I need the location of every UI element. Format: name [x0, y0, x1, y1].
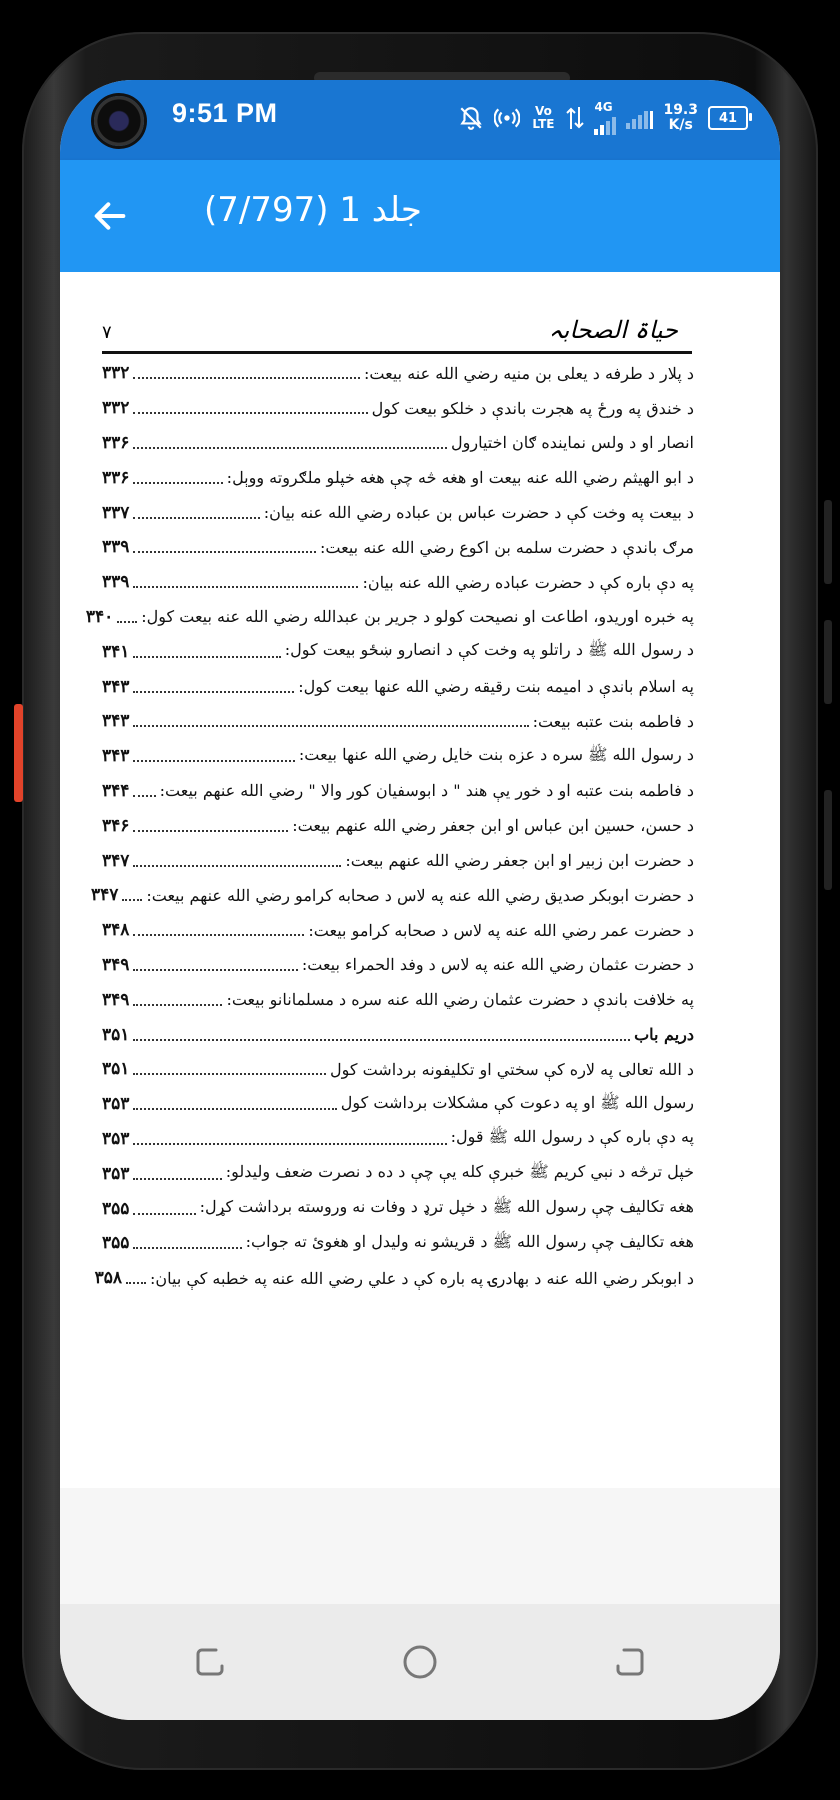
dot-leader — [133, 959, 297, 971]
side-button-red — [14, 704, 23, 802]
toc-entry-title: په خلافت باندې د حضرت عثمان رضي الله عنه سره د مسلمانانو بیعت: — [226, 990, 694, 1010]
toc-entry-page: ۳۴۱ — [102, 641, 130, 662]
toc-entry-page: ۳۳۶ — [102, 432, 130, 453]
toc-entry-title: رسول الله ﷺ او په دعوت کې مشکلات برداشت کول — [340, 1092, 694, 1112]
toc-entry-title: په دې باره کې د حضرت عباده رضي الله عنه بیان: — [362, 572, 694, 592]
toc-row — [102, 634, 694, 669]
toc-entry-page: ۳۴۷ — [90, 885, 119, 906]
toc-entry-title: د حضرت ابوبکر صدیق رضي الله عنه په لاس د صحابه کرامو رضي الله عنهم بیعت: — [146, 885, 694, 905]
net-speed — [663, 103, 698, 133]
side-button-power — [824, 790, 832, 890]
toc-entry-page: ۳۵۸ — [94, 1268, 122, 1289]
home-circle-icon — [400, 1642, 440, 1682]
dot-leader — [133, 924, 304, 936]
page-header — [102, 316, 692, 350]
toc-entry-title: دریم باب — [634, 1025, 694, 1045]
toc-row — [102, 426, 694, 461]
toc-entry-title: د پلار د طرفه د یعلی بن منیه رضي الله عنه بیعت: — [364, 363, 694, 383]
toc-entry-page: ۳۳۷ — [102, 502, 130, 523]
mute-bell-icon — [458, 105, 484, 131]
dot-leader — [133, 1133, 446, 1145]
toc-entry-page: ۳۵۵ — [102, 1233, 130, 1254]
dot-leader — [133, 1029, 630, 1041]
device-screen — [60, 80, 780, 1720]
toc-row — [102, 495, 694, 530]
front-camera — [94, 96, 144, 146]
recent-apps-button[interactable] — [182, 1634, 238, 1690]
dot-leader — [117, 611, 137, 623]
toc-entry-page: ۳۵۳ — [102, 1163, 130, 1184]
toc-entry-title: د حضرت عثمان رضي الله عنه په لاس د وفد الحمراء بیعت: — [301, 955, 694, 975]
toc-row — [102, 565, 694, 600]
dot-leader — [133, 576, 358, 588]
dot-leader — [133, 1063, 326, 1075]
dot-leader — [133, 646, 280, 658]
dot-leader — [133, 994, 222, 1006]
dot-leader — [133, 507, 259, 519]
toc-entry-title: د حضرت عمر رضي الله عنه په لاس د صحابه کرامو بیعت: — [308, 920, 694, 940]
page-number: ۷ — [102, 322, 112, 343]
toc-entry-title: د فاطمه بنت عتبه بیعت: — [532, 711, 694, 731]
home-button[interactable] — [392, 1634, 448, 1690]
table-of-contents — [85, 356, 694, 1296]
dot-leader — [133, 437, 447, 449]
toc-entry-page: ۳۳۲ — [102, 363, 130, 384]
side-button-volume-up — [824, 500, 832, 584]
toc-row — [102, 808, 694, 843]
data-transfer-icon — [566, 105, 584, 131]
toc-entry-title: د ابو الهیثم رضي الله عنه بیعت او هغه څه چې هغه خپلو ملګروته ووېل: — [226, 468, 694, 488]
back-button[interactable] — [82, 188, 138, 244]
side-button-volume-down — [824, 620, 832, 704]
toc-entry-title: خپل ترڅه د نبي کریم ﷺ خبرې کله یې چې د ده د نصرت ضعف ولیدلو: — [225, 1162, 694, 1182]
toc-entry-page: ۳۵۱ — [102, 1024, 130, 1045]
toc-row — [102, 460, 694, 495]
toc-entry-title: د حسن، حسین ابن عباس او ابن جعفر رضي الله عنهم بیعت: — [292, 816, 694, 836]
toc-row — [85, 600, 694, 635]
toc-row — [102, 948, 694, 983]
status-bar — [60, 80, 780, 160]
toc-row — [102, 704, 694, 739]
network-type-label: 4G — [594, 100, 613, 114]
toc-row — [102, 1017, 694, 1052]
toc-entry-page: ۳۵۳ — [102, 1128, 130, 1149]
toc-entry-title: انصار او د ولس نماینده ګان اختیارول — [450, 433, 694, 453]
dot-leader — [133, 1098, 336, 1110]
signal-bars-2-icon — [626, 107, 653, 129]
toc-row — [102, 1087, 694, 1122]
hotspot-icon — [494, 105, 520, 131]
toc-entry-page: ۳۵۵ — [102, 1198, 130, 1219]
battery-level: 41 — [718, 110, 738, 126]
toc-row — [102, 843, 694, 878]
dot-leader — [133, 367, 360, 379]
back-nav-button[interactable] — [602, 1634, 658, 1690]
battery-icon — [708, 106, 748, 130]
dot-leader — [133, 1168, 221, 1180]
toc-entry-page: ۳۴۴ — [102, 780, 130, 801]
toc-row — [90, 878, 694, 913]
toc-entry-page: ۳۴۳ — [102, 746, 130, 767]
toc-entry-title: په اسلام باندې د امیمه بنت رقیقه رضي الله عنها بیعت کول: — [298, 677, 694, 697]
toc-row — [102, 982, 694, 1017]
navigation-bar — [60, 1604, 780, 1720]
toc-entry-title: هغه تکالیف چې رسول الله ﷺ د قریشو نه ولیدل او هغوئ ته جواب: — [245, 1231, 694, 1251]
toc-entry-title: د رسول الله ﷺ سره د عزه بنت خایل رضي الله عنها بیعت: — [298, 744, 694, 764]
net-speed-value: 19.3 — [663, 102, 698, 118]
toc-entry-page: ۳۳۶ — [102, 467, 130, 488]
toc-entry-page: ۳۵۱ — [102, 1059, 130, 1080]
toc-entry-page: ۳۴۰ — [85, 606, 114, 627]
status-icons — [458, 98, 748, 138]
net-speed-unit: K/s — [668, 117, 693, 133]
book-page[interactable] — [60, 272, 780, 1488]
dot-leader — [126, 1272, 146, 1284]
toc-row — [102, 1191, 694, 1226]
toc-entry-page: ۳۴۸ — [102, 920, 130, 941]
page-title: جلد 1 (7/797) — [204, 190, 422, 230]
dot-leader — [133, 750, 294, 762]
header-rule — [102, 351, 692, 354]
toc-entry-title: د الله تعالی په لاره کې سختي او تکلیفونه برداشت کول — [329, 1059, 694, 1079]
toc-entry-page: ۳۴۳ — [102, 711, 130, 732]
toc-entry-title: د حضرت ابن زبیر او ابن جعفر رضي الله عنهم بیعت: — [345, 851, 694, 871]
toc-entry-page: ۳۴۹ — [102, 989, 130, 1010]
toc-row — [102, 1052, 694, 1087]
toc-entry-page: ۳۴۶ — [102, 815, 130, 836]
book-title: حیاۃ الصحابہ — [548, 316, 678, 344]
dot-leader — [133, 681, 294, 693]
toc-entry-title: مرګ باندې د حضرت سلمه بن اکوع رضي الله عنه بیعت: — [320, 537, 694, 557]
toc-row — [102, 356, 694, 391]
toc-entry-title: هغه تکالیف چې رسول الله ﷺ د خپل ترډ د وفات نه وروسته برداشت کړل: — [199, 1197, 694, 1217]
status-time: 9:51 PM — [172, 98, 278, 128]
back-nav-icon — [610, 1642, 650, 1682]
dot-leader — [133, 541, 316, 553]
toc-row — [102, 1156, 694, 1191]
toc-entry-title: د خندق په ورځ په هجرت باندې د خلکو بیعت کول — [371, 398, 694, 418]
toc-row — [102, 1122, 694, 1157]
dot-leader — [133, 855, 341, 867]
content-bottom-area — [60, 1488, 780, 1604]
toc-row — [102, 391, 694, 426]
toc-entry-title: د بیعت په وخت کې د حضرت عباس بن عباده رضي الله عنه بیان: — [263, 503, 694, 523]
volte-label: Vo LTE — [532, 104, 555, 131]
signal-4g — [594, 101, 616, 135]
toc-row — [102, 530, 694, 565]
dot-leader — [133, 820, 288, 832]
dot-leader — [133, 1237, 241, 1249]
toc-entry-title: د ابوبکر رضي الله عنه د بهادرۍ په باره کې د علي رضي الله عنه په خطبه کې بیان: — [149, 1268, 694, 1288]
toc-entry-page: ۳۴۹ — [102, 954, 130, 975]
toc-row — [102, 774, 694, 809]
dot-leader — [133, 1203, 195, 1215]
toc-entry-title: د رسول الله ﷺ د راتلو په وخت کې د انصارو ښځو بیعت کول: — [284, 640, 694, 660]
toc-row — [102, 1226, 694, 1261]
toc-row — [102, 913, 694, 948]
toc-entry-page: ۳۴۷ — [102, 850, 130, 871]
dot-leader — [133, 402, 367, 414]
app-bar — [60, 160, 780, 272]
toc-entry-page: ۳۵۳ — [102, 1094, 130, 1115]
recent-apps-icon — [190, 1642, 230, 1682]
dot-leader — [122, 889, 142, 901]
toc-entry-page: ۳۳۹ — [102, 572, 130, 593]
toc-entry-page: ۳۳۲ — [102, 398, 130, 419]
dot-leader — [133, 715, 528, 727]
toc-row — [102, 739, 694, 774]
signal-bars-icon — [594, 113, 616, 135]
toc-row — [94, 1261, 694, 1296]
toc-entry-page: ۳۳۹ — [102, 537, 130, 558]
toc-entry-title: په دې باره کې د رسول الله ﷺ قول: — [450, 1127, 694, 1147]
toc-row — [102, 669, 694, 704]
toc-entry-page: ۳۴۳ — [102, 676, 130, 697]
toc-entry-title: په خبره اوریدو، اطاعت او نصیحت کولو د جریر بن عبدالله رضي الله عنه بیعت کول: — [141, 607, 694, 627]
arrow-left-icon — [90, 196, 130, 236]
dot-leader — [133, 472, 222, 484]
dot-leader — [133, 785, 155, 797]
toc-entry-title: د فاطمه بنت عتبه او د خور یې هند " د ابوسفیان کور والا " رضي الله عنهم بیعت: — [159, 781, 694, 801]
